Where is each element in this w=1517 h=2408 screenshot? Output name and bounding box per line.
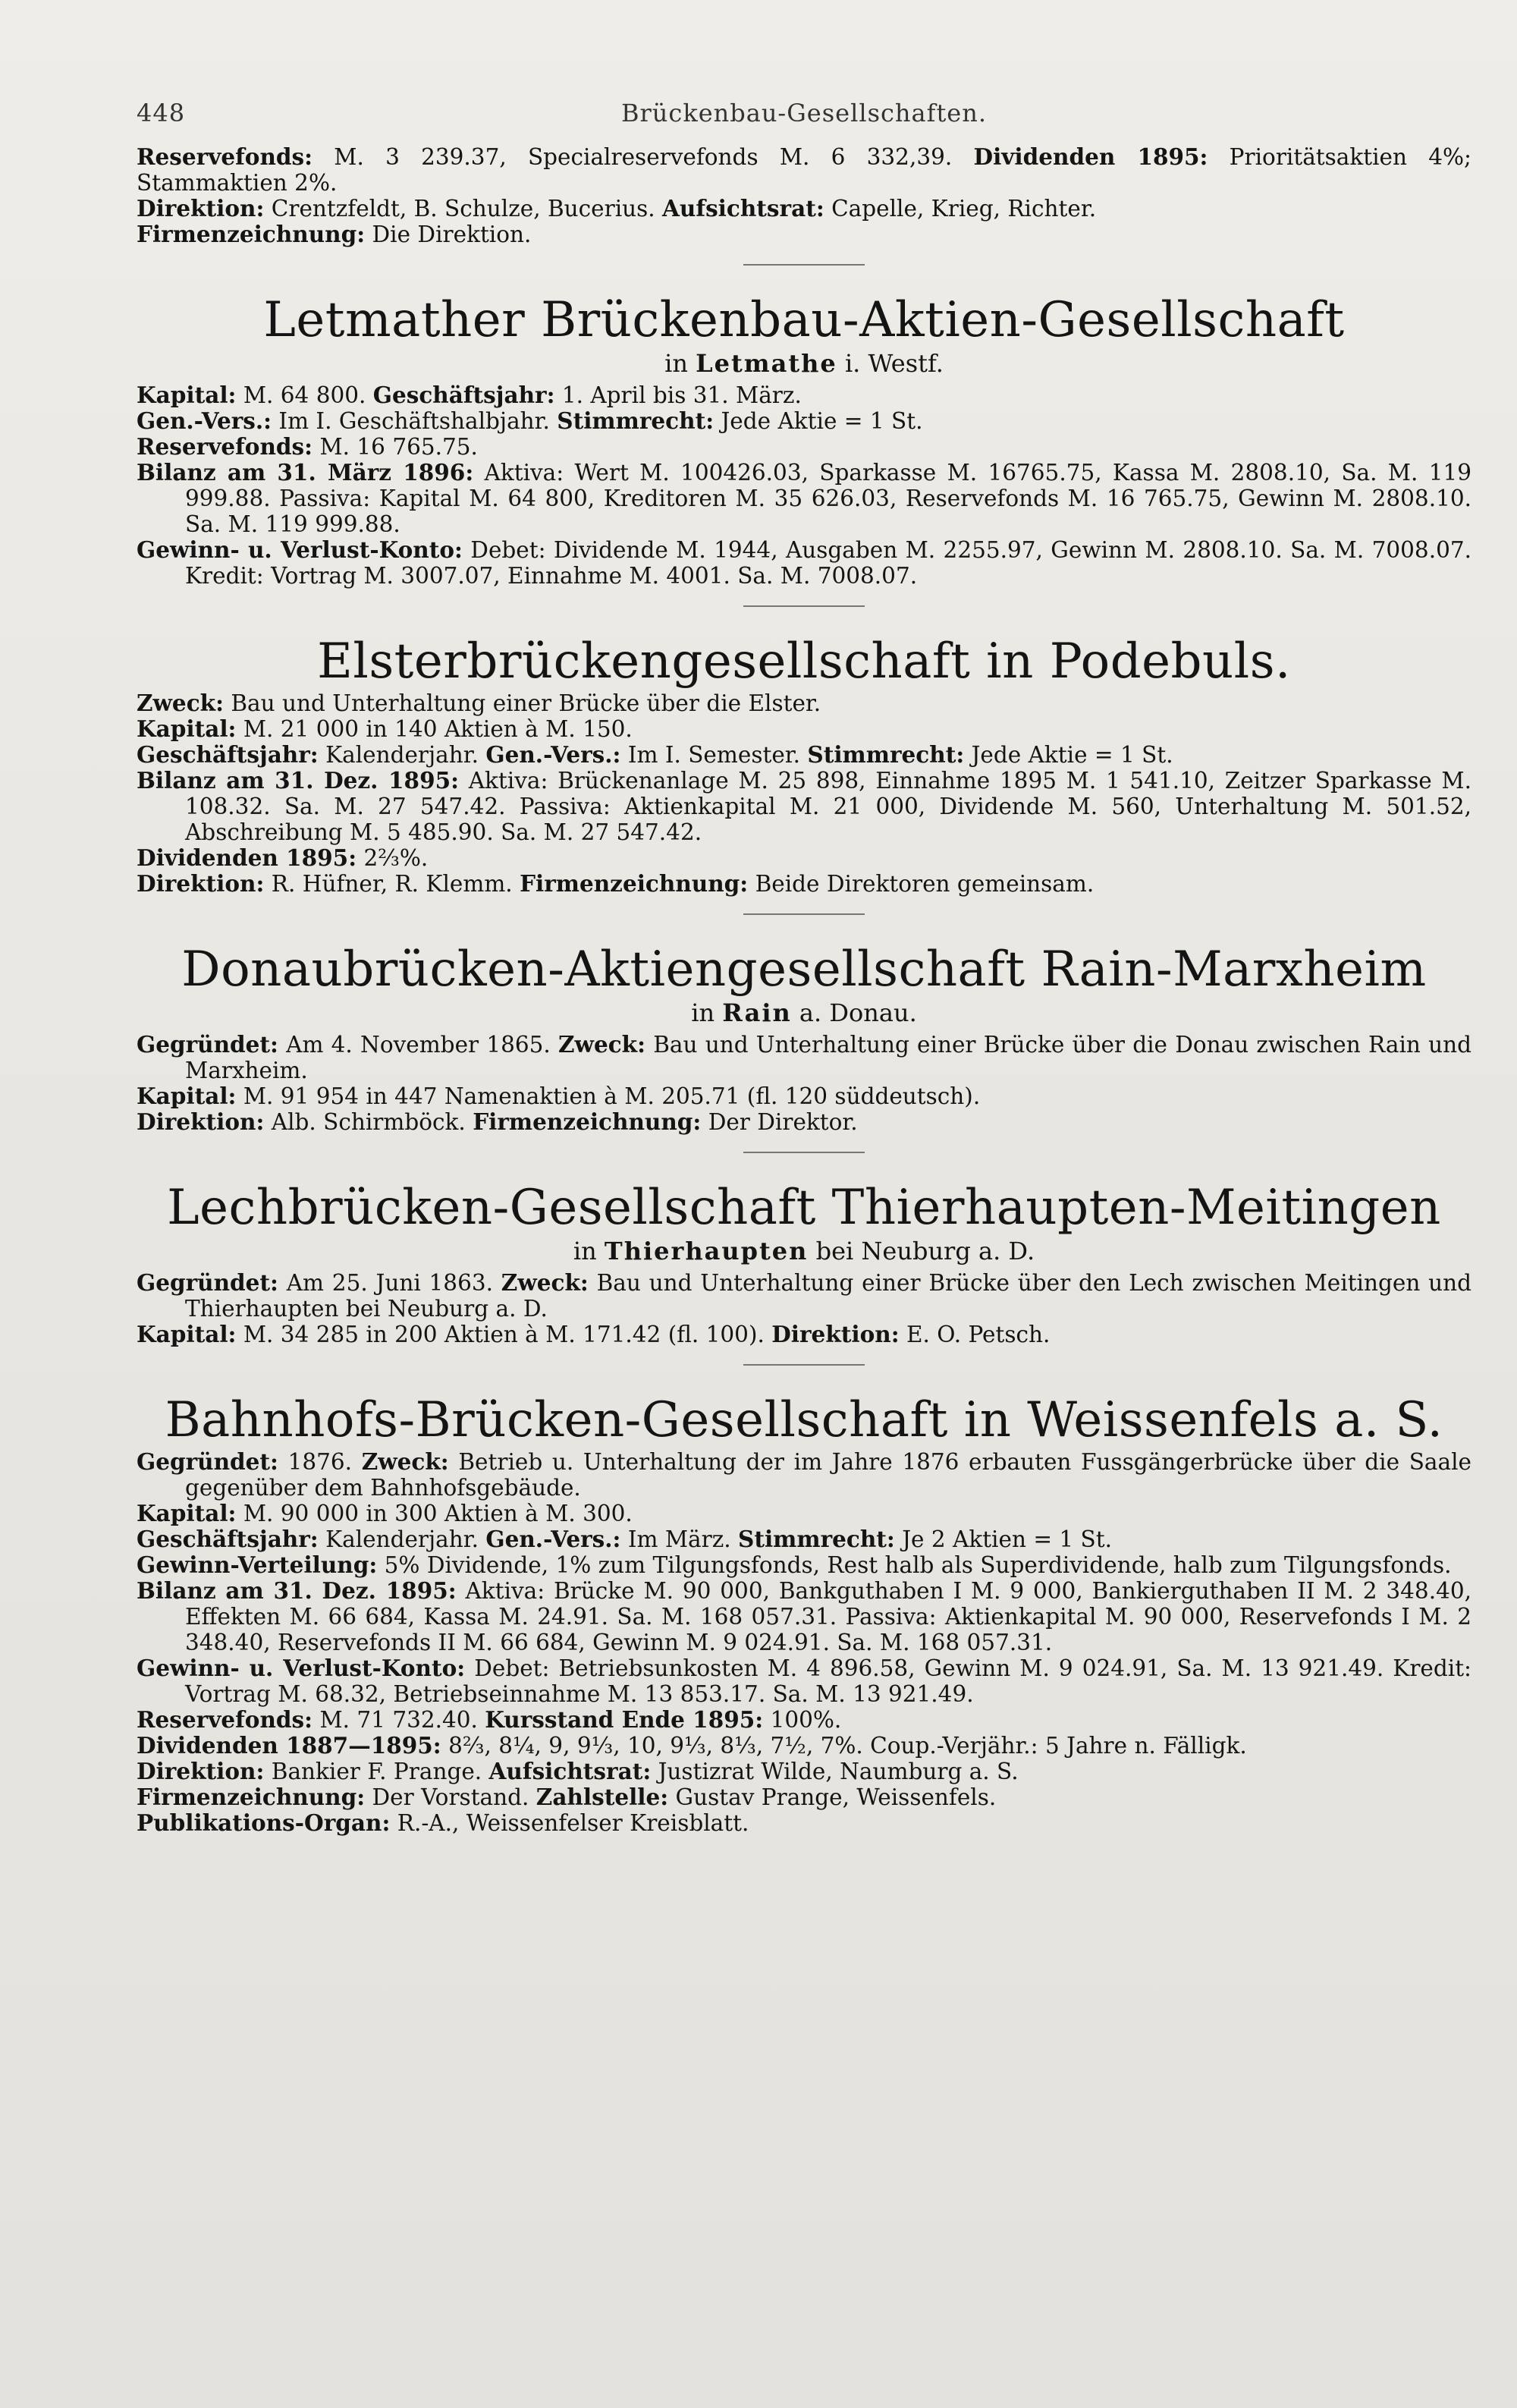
- entry-paragraph: Publikations-Organ: R.-A., Weissenfelser Kreisblatt.: [137, 1809, 749, 1836]
- entry-paragraph: Zweck: Bau und Unterhaltung einer Brücke über die Elster.: [137, 690, 821, 716]
- entry-paragraph: Geschäftsjahr: Kalenderjahr. Gen.-Vers.: Im März. Stimmrecht: Je 2 Aktien = 1 St.: [137, 1526, 1112, 1552]
- entry-paragraph: Reservefonds: M. 16 765.75.: [137, 433, 478, 460]
- entry-paragraph: Gegründet: Am 4. November 1865. Zweck: Bau und Unterhaltung einer Brücke über die Donau zwischen Rain und Marxheim.: [137, 1031, 1471, 1083]
- entry-paragraph: Kapital: M. 21 000 in 140 Aktien à M. 150.: [137, 715, 633, 742]
- company-title: Donaubrücken-Aktiengesellschaft Rain-Marxheim: [181, 942, 1427, 998]
- entry-paragraph: Geschäftsjahr: Kalenderjahr. Gen.-Vers.: Im I. Semester. Stimmrecht: Jede Aktie = 1 St.: [137, 741, 1173, 768]
- company-title: Bahnhofs-Brücken-Gesellschaft in Weissenfels a. S.: [165, 1392, 1443, 1448]
- entry-paragraph: Gewinn- u. Verlust-Konto: Debet: Betriebsunkosten M. 4 896.58, Gewinn M. 9 024.91, Sa. M. 13 921.49. Kredit: Vortrag M. 68.32, Betriebseinnahme M. 13 853.17. Sa. M. 13 921.49.: [137, 1655, 1471, 1707]
- entry-paragraph: Bilanz am 31. Dez. 1895: Aktiva: Brückenanlage M. 25 898, Einnahme 1895 M. 1 541.10, Zeitzer Sparkasse M. 108.32. Sa. M. 27 547.42. Passiva: Aktienkapital M. 21 000, Dividende M. 560, Unterhaltung M. 501.52, Abschreibung M. 5 485.90. Sa. M. 27 547.42.: [137, 767, 1471, 845]
- entry-paragraph: Dividenden 1895: 2⅔%.: [137, 844, 429, 871]
- running-title: Brückenbau-Gesellschaften.: [620, 99, 988, 127]
- company-title: Elsterbrückengesellschaft in Podebuls.: [317, 633, 1291, 690]
- entry-paragraph: Direktion: Alb. Schirmböck. Firmenzeichnung: Der Direktor.: [137, 1108, 858, 1135]
- running-head: [137, 99, 1471, 144]
- entry-paragraph: Reservefonds: M. 3 239.37, Specialreservefonds M. 6 332,39. Dividenden 1895: Prioritätsaktien 4%; Stammaktien 2%.: [137, 143, 1471, 196]
- entry-paragraph: Kapital: M. 64 800. Geschäftsjahr: 1. April bis 31. März.: [137, 382, 802, 408]
- entry-paragraph: Gewinn-Verteilung: 5% Dividende, 1% zum Tilgungsfonds, Rest halb als Superdividende, halb zum Tilgungsfonds.: [137, 1551, 1452, 1578]
- company-title: Lechbrücken-Gesellschaft Thierhaupten-Meitingen: [167, 1180, 1441, 1236]
- company-location: in Rain a. Donau.: [691, 998, 917, 1027]
- entry-paragraph: Gegründet: Am 25. Juni 1863. Zweck: Bau und Unterhaltung einer Brücke über den Lech zwischen Meitingen und Thierhaupten bei Neuburg a. D.: [137, 1269, 1471, 1322]
- company-entry-weissenfels: [137, 1391, 1471, 1836]
- company-entry-continued: [137, 144, 1471, 266]
- entry-paragraph: Gegründet: 1876. Zweck: Betrieb u. Unterhaltung der im Jahre 1876 erbauten Fussgängerbrücke über die Saale gegenüber dem Bahnhofsgebäude.: [137, 1448, 1471, 1501]
- entry-paragraph: Direktion: Crentzfeldt, B. Schulze, Bucerius. Aufsichtsrat: Capelle, Krieg, Richter.: [137, 195, 1097, 222]
- entry-paragraph: Dividenden 1887—1895: 8⅔, 8¼, 9, 9⅓, 10, 9⅓, 8⅓, 7½, 7%. Coup.-Verjähr.: 5 Jahre n. Fälligk.: [137, 1732, 1247, 1759]
- section-divider: [743, 1152, 865, 1153]
- entry-paragraph: Kapital: M. 91 954 in 447 Namenaktien à M. 205.71 (fl. 120 süddeutsch).: [137, 1083, 981, 1109]
- page-number: 448: [137, 99, 186, 127]
- company-title: Letmather Brückenbau-Aktien-Gesellschaft: [263, 292, 1345, 348]
- section-divider: [743, 605, 865, 607]
- entry-paragraph: Bilanz am 31. Dez. 1895: Aktiva: Brücke M. 90 000, Bankguthaben I M. 9 000, Bankierguthaben II M. 2 348.40, Effekten M. 66 684, Kassa M. 24.91. Sa. M. 168 057.31. Passiva: Aktienkapital M. 90 000, Reservefonds I M. 2 348.40, Reservefonds II M. 66 684, Gewinn M. 9 024.91. Sa. M. 168 057.31.: [137, 1577, 1471, 1655]
- company-entry-letmathe: [137, 291, 1471, 607]
- entry-paragraph: Kapital: M. 90 000 in 300 Aktien à M. 300.: [137, 1500, 633, 1526]
- entry-paragraph: Reservefonds: M. 71 732.40. Kursstand Ende 1895: 100%.: [137, 1706, 842, 1733]
- entry-paragraph: Kapital: M. 34 285 in 200 Aktien à M. 171.42 (fl. 100). Direktion: E. O. Petsch.: [137, 1321, 1051, 1347]
- company-location: in Thierhaupten bei Neuburg a. D.: [573, 1237, 1035, 1265]
- entry-paragraph: Direktion: Bankier F. Prange. Aufsichtsrat: Justizrat Wilde, Naumburg a. S.: [137, 1758, 1019, 1784]
- entry-paragraph: Firmenzeichnung: Der Vorstand. Zahlstelle: Gustav Prange, Weissenfels.: [137, 1784, 997, 1810]
- section-divider: [743, 913, 865, 915]
- section-divider: [743, 1364, 865, 1366]
- entry-paragraph: Bilanz am 31. März 1896: Aktiva: Wert M. 100426.03, Sparkasse M. 16765.75, Kassa M. 2808.10, Sa. M. 119 999.88. Passiva: Kapital M. 64 800, Kreditoren M. 35 626.03, Reservefonds M. 16 765.75, Gewinn M. 2808.10. Sa. M. 119 999.88.: [137, 459, 1472, 537]
- section-divider: [743, 264, 865, 266]
- entry-paragraph: Gen.-Vers.: Im I. Geschäftshalbjahr. Stimmrecht: Jede Aktie = 1 St.: [137, 407, 923, 434]
- company-entry-podebuls: [137, 633, 1471, 915]
- entry-paragraph: Gewinn- u. Verlust-Konto: Debet: Dividende M. 1944, Ausgaben M. 2255.97, Gewinn M. 2808.10. Sa. M. 7008.07. Kredit: Vortrag M. 3007.07, Einnahme M. 4001. Sa. M. 7008.07.: [137, 536, 1471, 589]
- entry-paragraph: Direktion: R. Hüfner, R. Klemm. Firmenzeichnung: Beide Direktoren gemeinsam.: [137, 870, 1095, 897]
- company-entry-thierhaupten: [137, 1179, 1471, 1366]
- entry-paragraph: Firmenzeichnung: Die Direktion.: [137, 221, 532, 247]
- company-entry-rain: [137, 941, 1471, 1153]
- company-location: in Letmathe i. Westf.: [664, 349, 944, 378]
